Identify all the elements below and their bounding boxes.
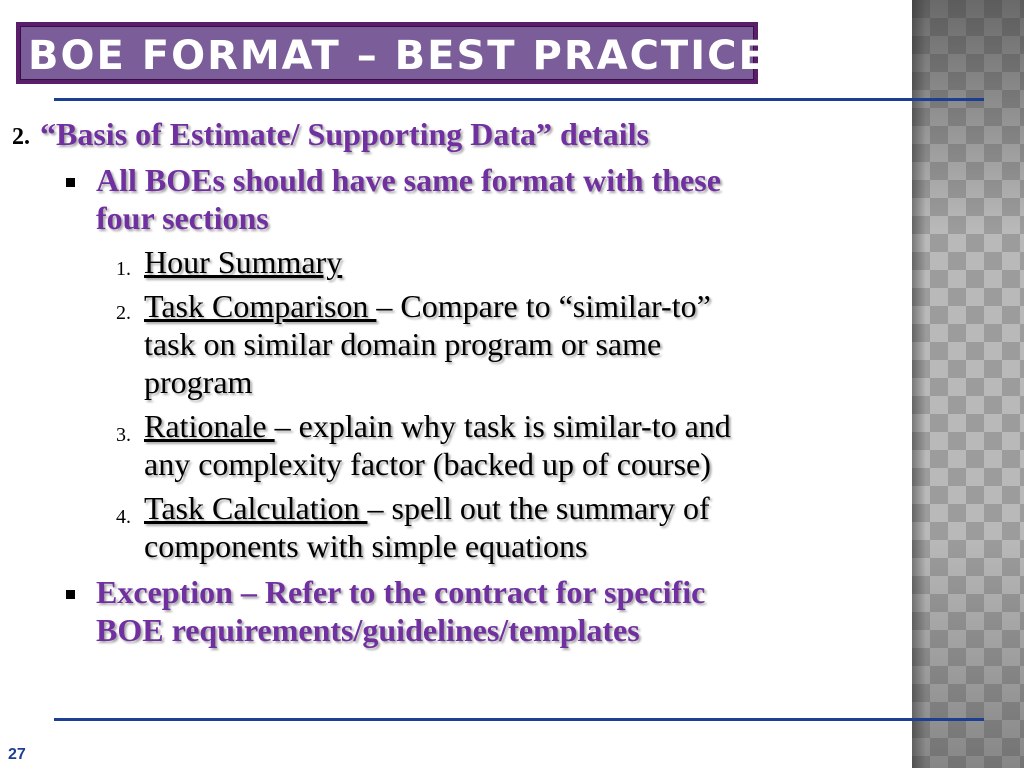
- section-3-term: Rationale: [144, 408, 275, 444]
- section-3-number: 3.: [116, 424, 131, 446]
- page-number: 27: [8, 746, 26, 763]
- section-2-rest: – Compare to “similar-to”: [376, 288, 711, 324]
- bullet-2-line-2: BOE requirements/guidelines/templates: [96, 612, 640, 648]
- section-4-rest: – spell out the summary of: [367, 490, 710, 526]
- bullet-2-line-1: Exception – Refer to the contract for specific: [96, 574, 706, 610]
- section-4-number: 4.: [116, 506, 131, 528]
- heading-number: 2.: [12, 124, 30, 150]
- heading-text: “Basis of Estimate/ Supporting Data” details: [40, 116, 649, 152]
- section-4-line-2: components with simple equations: [144, 528, 588, 564]
- slide-title: BOE FORMAT – BEST PRACTICE: [28, 33, 768, 79]
- section-1-line: [144, 244, 342, 281]
- section-2-line-3: program: [144, 364, 253, 400]
- bottom-divider: [54, 718, 984, 721]
- section-3-rest: – explain why task is similar-to and: [274, 408, 731, 444]
- bullet-marker: [66, 590, 75, 599]
- section-4-term: Task Calculation: [144, 490, 368, 526]
- section-3-line-1: [144, 408, 731, 445]
- section-1-term: Hour Summary: [144, 244, 343, 280]
- bullet-1-line-2: four sections: [96, 200, 269, 236]
- section-3-line-2: any complexity factor (backed up of course): [144, 446, 711, 482]
- section-2-line-2: task on similar domain program or same: [144, 326, 662, 362]
- decorative-side-panel: [912, 0, 1024, 768]
- bullet-marker: [66, 178, 75, 187]
- section-1-number: 1.: [116, 258, 131, 280]
- section-2-number: 2.: [116, 302, 131, 324]
- section-2-line-1: [144, 288, 711, 325]
- section-4-line-1: [144, 490, 710, 527]
- section-2-term: Task Comparison: [144, 288, 377, 324]
- bullet-1-line-1: All BOEs should have same format with these: [96, 162, 721, 198]
